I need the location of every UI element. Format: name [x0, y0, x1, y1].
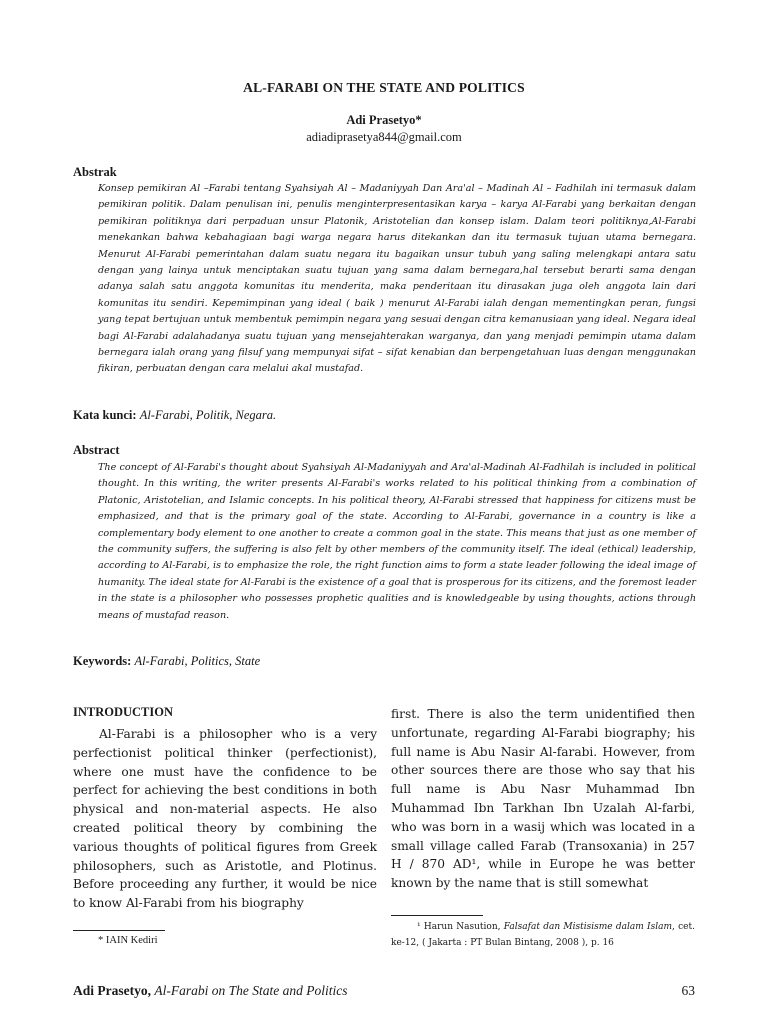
introduction-right-text: first. There is also the term unidentified then unfortunate, regarding Al-Farabi biography; his full name is Abu Nasir Al-farabi. However, from other sources there are those who say that his full name is Abu Nasr Muhammad Ibn Muhammad Ibn Tarkhan Ibn Uzalah Al-farbi, who was born in a wasij which was located in a small village called Farab (Transoxania) in 257 H / 870 AD¹, while in Europe he was better known by the name that is still somewhat [391, 707, 695, 891]
right-column [391, 705, 695, 893]
introduction-left-text: Al-Farabi is a philosopher who is a very perfectionist political thinker (perfectionist), where one must have the confidence to be perfect for achieving the best conditions in both physical and non-material aspects. He also created political theory by combining the various thoughts of political figures from Greek philosophers, such as Aristotle, and Plotinus. Before proceeding any further, it would be nice to know Al-Farabi from his biography [73, 727, 377, 911]
kata-kunci-label: Kata kunci: [73, 408, 137, 422]
running-footer [73, 983, 347, 999]
page-number: 63 [681, 983, 695, 998]
footnote-1-suffix: , cet. ke-12, ( Jakarta : PT Bulan Bintang, 2008 ), p. 16 [391, 922, 695, 948]
footnote-1-title: Falsafat dan Mistisisme dalam Islam [503, 922, 672, 932]
author-name: Adi Prasetyo* [346, 113, 422, 127]
affiliation-footnote: * IAIN Kediri [98, 935, 158, 946]
left-column [73, 705, 377, 913]
paper-title: AL-FARABI ON THE STATE AND POLITICS [243, 80, 525, 95]
footnote-divider-right [391, 915, 483, 916]
footer-article-title: Al-Farabi on The State and Politics [154, 983, 348, 998]
footnote-divider-left [73, 930, 165, 931]
footnote-1-prefix: ¹ Harun Nasution, [417, 922, 504, 932]
footnote-1 [391, 919, 695, 951]
keywords-values: Al-Farabi, Politics, State [134, 654, 261, 668]
keywords-line [73, 654, 260, 669]
kata-kunci-values: Al-Farabi, Politik, Negara. [139, 408, 277, 422]
abstrak-body: Konsep pemikiran Al –Farabi tentang Syahsiyah Al – Madaniyyah Dan Ara'al – Madinah Al – Fadhilah ini termasuk dalam pemikiran politik. Dalam penulisan ini, penulis menginterpresentasikan karya – karya Al-Farabi yang berkaitan dengan pemikiran politiknya dari perpaduan unsur Platonik, Aristotelian dan konsep islam. Dalam teori politiknya,Al-Farabi menekankan bahwa kebahagiaan bagi warga negara harus ditekankan dan itu termasuk tujuan utama bernegara. Menurut Al-Farabi pemerintahan dalam suatu negara itu bagaikan unsur tubuh yang saling melengkapi antara satu dengan yang lainya untuk menciptakan suatu tujuan yang sama dalam bernegara,hal tersebut berarti sama dengan adanya salah satu anggota komunitas itu menderita, maka penderitaan itu dirasakan juga oleh anggota lain dari komunitas itu sendiri. Kepemimpinan yang ideal ( baik ) menurut Al-Farabi ialah dengan mementingkan peran, fungsi yang tepat bertujuan untuk membentuk pemimpin negara yang sesuai dengan citra kemanusiaan yang ideal. Negara ideal bagi Al-Farabi adalahadanya suatu tujuan yang mensejahterakan warganya, dan yang menjadi pemimpin utama dalam bernegara ialah orang yang filsuf yang mempunyai sifat – sifat kenabian dan berpengetahuan luas dengan menggunakan fikiran, perbuatan dengan cara melalui akal mustafad. [98, 183, 696, 375]
author-email: adiadiprasetya844@gmail.com [306, 130, 462, 144]
footer-author: Adi Prasetyo, [73, 983, 151, 998]
abstract-heading: Abstract [73, 443, 120, 457]
abstract-body: The concept of Al-Farabi's thought about Syahsiyah Al-Madaniyyah and Ara'al-Madinah Al-Fadhilah is included in political thought. In this writing, the writer presents Al-Farabi's works related to his political thinking from a combination of Platonic, Aristotelian, and Islamic concepts. In his political theory, Al-Farabi stressed that happiness for citizens must be emphasized, and that is the primary goal of the state. According to Al-Farabi, governance in a country is like a complementary body element to one another to create a common goal in the state. This means that just as one member of the community suffers, the suffering is also felt by other members of the community itself. The ideal (ethical) leadership, according to Al-Farabi, is to emphasize the role, the right function aims to form a state leader following the ideal image of humanity. The ideal state for Al-Farabi is the existence of a goal that is prosperous for its citizens, and the foremost leader in the state is a philosopher who possesses prophetic qualities and is knowledgeable by using thoughts, actions through means of mustafad reason. [98, 462, 696, 621]
introduction-heading: INTRODUCTION [73, 705, 174, 719]
abstrak-heading: Abstrak [73, 165, 117, 179]
kata-kunci-line [73, 408, 276, 423]
keywords-label: Keywords: [73, 654, 132, 668]
